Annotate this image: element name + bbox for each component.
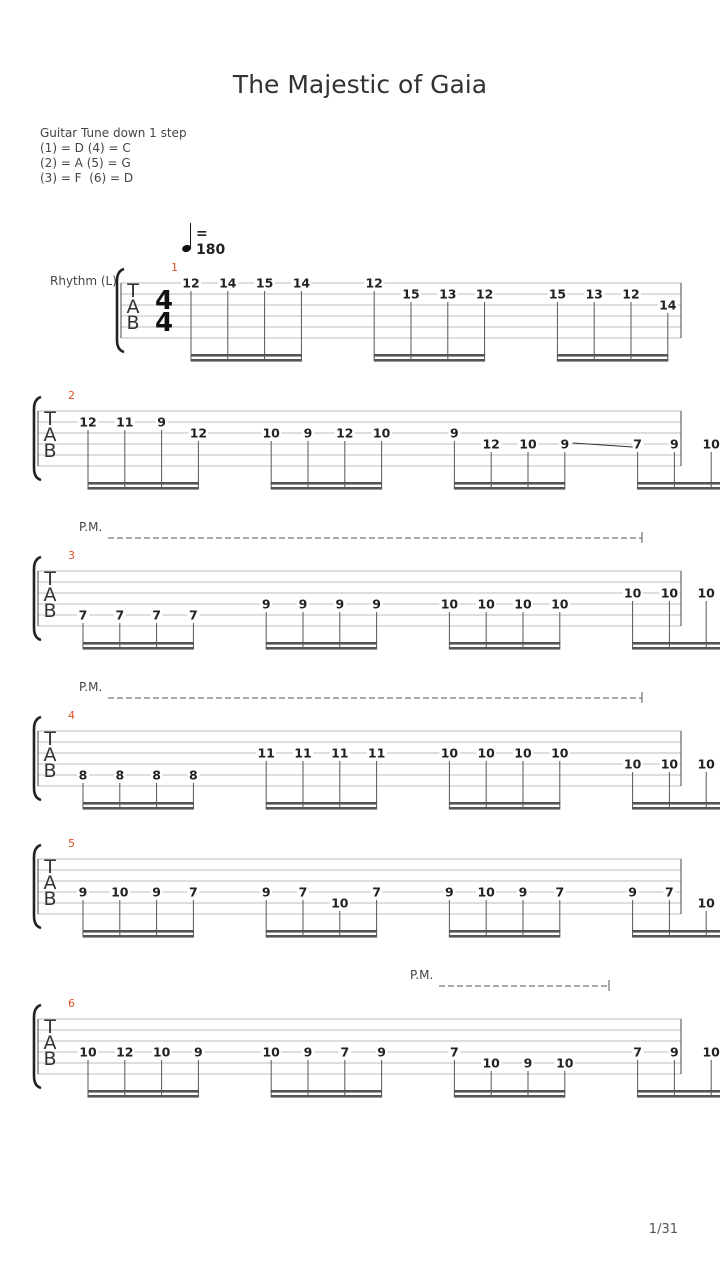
fret-number: 14 [659, 297, 677, 313]
fret-number: 10 [440, 596, 459, 612]
tab-clef-letter: B [43, 1048, 57, 1070]
tab-clef-letter: A [43, 584, 57, 606]
fret-number: 9 [670, 1044, 679, 1060]
fret-number: 7 [633, 436, 642, 452]
beam [83, 647, 194, 650]
fret-number: 9 [450, 425, 459, 441]
fret-number: 9 [157, 414, 166, 430]
beam [266, 802, 377, 805]
beam [637, 1090, 720, 1093]
beam [557, 359, 668, 362]
fret-number: 12 [365, 275, 383, 291]
tab-clef-letter: B [43, 600, 57, 622]
fret-number: 14 [219, 275, 237, 291]
fret-number: 11 [116, 414, 134, 430]
beam [449, 930, 560, 933]
beam [266, 647, 377, 650]
fret-number: 9 [560, 436, 570, 452]
fret-number: 10 [697, 895, 715, 911]
beam [637, 1095, 720, 1098]
beam [88, 487, 199, 490]
beam [88, 482, 199, 485]
fret-number: 10 [152, 1044, 171, 1060]
fret-number: 15 [548, 286, 567, 302]
fret-number: 8 [115, 767, 125, 783]
tempo-value: = 180 [196, 226, 226, 258]
tuning-line: (1) = D (4) = C [40, 141, 131, 155]
beam [449, 935, 560, 938]
beam [632, 930, 720, 933]
tab-clef-letter: A [43, 1032, 57, 1054]
fret-number: 10 [514, 745, 532, 761]
fret-number: 7 [665, 884, 674, 900]
beam [191, 359, 302, 362]
tuning-line: (2) = A (5) = G [40, 156, 131, 170]
fret-number: 10 [262, 425, 280, 441]
song-title: The Majestic of Gaia [232, 70, 488, 99]
beam [454, 482, 565, 485]
beam [271, 487, 382, 490]
fret-number: 9 [152, 884, 161, 900]
fret-number: 7 [633, 1044, 642, 1060]
fret-number: 10 [623, 585, 642, 601]
tuning-line: (3) = F (6) = D [40, 171, 134, 185]
fret-number: 9 [303, 425, 313, 441]
measure-number: 1 [171, 261, 178, 274]
beam [271, 1090, 382, 1093]
fret-number: 12 [189, 425, 208, 441]
fret-number: 7 [189, 884, 198, 900]
fret-number: 12 [182, 275, 200, 291]
beam [449, 802, 560, 805]
fret-number: 8 [189, 767, 198, 783]
beam [88, 1090, 199, 1093]
beam [271, 1095, 382, 1098]
tab-clef-letter: T [44, 1016, 56, 1038]
fret-number: 10 [697, 585, 715, 601]
fret-number: 9 [628, 884, 637, 900]
tab-clef-letter: B [126, 312, 140, 334]
tuning-header: Guitar Tune down 1 step [40, 126, 187, 140]
time-signature-bottom: 4 [154, 308, 174, 338]
fret-number: 10 [482, 1055, 500, 1071]
beam [454, 1090, 565, 1093]
beam [191, 354, 302, 357]
beam [557, 354, 668, 357]
beam [449, 647, 560, 650]
beam [632, 802, 720, 805]
fret-number: 10 [551, 596, 569, 612]
beam [454, 1095, 565, 1098]
fret-number: 10 [477, 596, 495, 612]
beam [374, 354, 485, 357]
fret-number: 7 [450, 1044, 459, 1060]
beam [83, 807, 194, 810]
fret-number: 11 [294, 745, 312, 761]
fret-number: 9 [377, 1044, 386, 1060]
tab-clef-letter: A [126, 296, 140, 318]
fret-number: 9 [298, 596, 308, 612]
fret-number: 10 [702, 1044, 720, 1060]
time-signature-top: 4 [154, 286, 174, 316]
fret-number: 9 [261, 596, 271, 612]
fret-number: 9 [518, 884, 528, 900]
beam [632, 642, 720, 645]
fret-number: 13 [585, 286, 603, 302]
fret-number: 9 [335, 596, 345, 612]
fret-number: 9 [372, 596, 381, 612]
tab-clef-letter: T [44, 408, 56, 430]
fret-number: 13 [439, 286, 457, 302]
fret-number: 15 [255, 275, 274, 291]
beam [271, 482, 382, 485]
page-number: 1/31 [648, 1222, 678, 1237]
beam [449, 642, 560, 645]
palm-mute-label: P.M. [410, 968, 434, 982]
fret-number: 12 [482, 436, 500, 452]
fret-number: 9 [445, 884, 454, 900]
fret-number: 10 [79, 1044, 97, 1060]
fret-number: 7 [372, 884, 381, 900]
beam [637, 482, 720, 485]
measure-number: 3 [68, 549, 75, 562]
fret-number: 12 [622, 286, 640, 302]
fret-number: 9 [303, 1044, 313, 1060]
beam [632, 807, 720, 810]
fret-number: 15 [402, 286, 420, 302]
fret-number: 10 [556, 1055, 574, 1071]
beam [266, 807, 377, 810]
beam [266, 642, 377, 645]
fret-number: 10 [660, 756, 679, 772]
fret-number: 10 [702, 436, 720, 452]
fret-number: 8 [152, 767, 161, 783]
fret-number: 10 [697, 756, 715, 772]
beam [637, 487, 720, 490]
fret-number: 9 [194, 1044, 203, 1060]
fret-number: 7 [340, 1044, 350, 1060]
beam [83, 930, 194, 933]
fret-number: 10 [514, 596, 532, 612]
tab-clef-letter: B [43, 888, 57, 910]
measure-number: 4 [68, 709, 75, 722]
beam [266, 935, 377, 938]
palm-mute-label: P.M. [79, 680, 103, 694]
fret-number: 10 [440, 745, 459, 761]
tab-clef-letter: B [43, 760, 57, 782]
fret-number: 7 [189, 607, 198, 623]
beam [449, 807, 560, 810]
fret-number: 11 [367, 745, 386, 761]
beam [454, 487, 565, 490]
tab-clef-letter: A [43, 424, 57, 446]
tab-clef-letter: T [44, 728, 56, 750]
measure-number: 6 [68, 997, 75, 1010]
fret-number: 10 [372, 425, 391, 441]
fret-number: 9 [261, 884, 271, 900]
fret-number: 11 [257, 745, 275, 761]
fret-number: 10 [477, 884, 495, 900]
fret-number: 9 [78, 884, 88, 900]
beam [632, 935, 720, 938]
fret-number: 7 [115, 607, 125, 623]
tab-clef-letter: A [43, 872, 57, 894]
tab-clef-letter: A [43, 744, 57, 766]
fret-number: 10 [519, 436, 537, 452]
fret-number: 9 [670, 436, 679, 452]
fret-number: 7 [78, 607, 88, 623]
beam [83, 802, 194, 805]
fret-number: 10 [623, 756, 642, 772]
fret-number: 9 [523, 1055, 533, 1071]
tab-clef-letter: B [43, 440, 57, 462]
fret-number: 11 [331, 745, 349, 761]
tab-clef-letter: T [44, 568, 56, 590]
fret-number: 7 [298, 884, 308, 900]
fret-number: 10 [331, 895, 349, 911]
measure-number: 2 [68, 389, 75, 402]
fret-number: 10 [111, 884, 129, 900]
fret-number: 10 [477, 745, 495, 761]
beam [88, 1095, 199, 1098]
fret-number: 12 [116, 1044, 134, 1060]
fret-number: 10 [551, 745, 569, 761]
tab-clef-letter: T [127, 280, 139, 302]
fret-number: 12 [475, 286, 494, 302]
fret-number: 10 [262, 1044, 280, 1060]
palm-mute-label: P.M. [79, 520, 103, 534]
beam [83, 935, 194, 938]
fret-number: 8 [78, 767, 88, 783]
tab-clef-letter: T [44, 856, 56, 878]
fret-number: 10 [660, 585, 679, 601]
track-name: Rhythm (L) [50, 274, 117, 288]
fret-number: 7 [152, 607, 161, 623]
beam [632, 647, 720, 650]
beam [83, 642, 194, 645]
beam [266, 930, 377, 933]
beam [374, 359, 485, 362]
measure-number: 5 [68, 837, 75, 850]
fret-number: 12 [336, 425, 354, 441]
fret-number: 7 [555, 884, 565, 900]
fret-number: 14 [292, 275, 311, 291]
fret-number: 12 [79, 414, 97, 430]
